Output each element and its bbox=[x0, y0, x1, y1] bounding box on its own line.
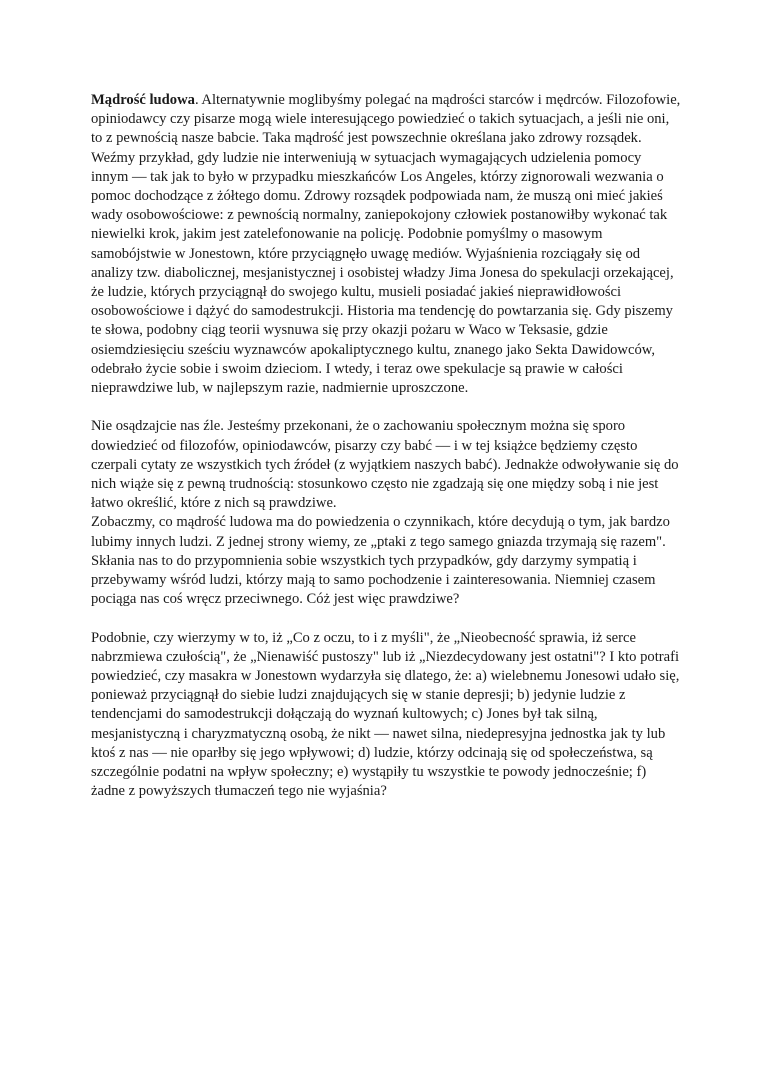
paragraph-gap bbox=[91, 398, 681, 417]
paragraph-2: Nie osądzajcie nas źle. Jesteśmy przekonani, że o zachowaniu społecznym można się sporo dowiedzieć od filozofów, opiniodawców, pisarzy czy babć — i w tej książce będziemy często czerpali cytaty ze wszystkich tych źródeł (z wyjątkiem naszych babć). Jednakże odwoływanie się do nich wiąże się z pewną trudnością: stosunkowo często nie zgadzają się one między sobą i nie jest łatwo określić, które z nich są prawdziwe. bbox=[91, 418, 679, 512]
paragraph-3: Zobaczmy, co mądrość ludowa ma do powiedzenia o czynnikach, które decydują o tym, jak bardzo lubimy innych ludzi. Z jednej strony wiemy, ze „ptaki z tego samego gniazda trzymają się razem". Skłania nas to do przypomnienia sobie wszystkich tych przypadków, gdy darzymy sympatią i przebywamy wśród ludzi, którzy mają to samo pochodzenie i zainteresowania. Niemniej czasem pociąga nas coś wręcz przeciwnego. Cóż jest więc prawdziwe? bbox=[91, 514, 670, 608]
section-heading: Mądrość ludowa bbox=[91, 92, 195, 108]
paragraph-1 bbox=[91, 91, 681, 398]
document-body bbox=[91, 91, 681, 801]
paragraph-gap bbox=[91, 609, 681, 628]
paragraph-4: Podobnie, czy wierzymy w to, iż „Co z oczu, to i z myśli", że „Nieobecność sprawia, iż serce nabrzmiewa czułością", że „Nienawiść pustoszy" lub iż „Niezdecydowany jest ostatni"? I kto potrafi powiedzieć, czy masakra w Jonestown wydarzyła się dlatego, że: a) wielebnemu Jonesowi udało się, ponieważ przyciągnął do siebie ludzi znajdujących się w stanie depresji; b) jedynie ludzie z tendencjami do samodestrukcji dołączają do wyznań kultowych; c) Jones był tak silną, mesjanistyczną i charyzmatyczną osobą, że nikt — nawet silna, niedepresyjna jednostka jak ty lub ktoś z nas — nie oparłby się jego wpływowi; d) ludzie, którzy odcinają się od społeczeństwa, są szczególnie podatni na wpływ społeczny; e) wystąpiły tu wszystkie te powody jednocześnie; f) żadne z powyższych tłumaczeń tego nie wyjaśnia? bbox=[91, 629, 680, 800]
paragraph-1-text: . Alternatywnie moglibyśmy polegać na mądrości starców i mędrców. Filozofowie, opiniodawcy czy pisarze mogą wiele interesującego powiedzieć o takich sytuacjach, a jeśli nie oni, to z pewnością nasze babcie. Taka mądrość jest powszechnie określana jako zdrowy rozsądek. Weźmy przykład, gdy ludzie nie interweniują w sytuacjach wymagających udzielenia pomocy innym — tak jak to było w przypadku mieszkańców Los Angeles, którzy zignorowali wezwania o pomoc dochodzące z żółtego domu. Zdrowy rozsądek podpowiada nam, że muszą oni mieć jakieś wady osobowościowe: z pewnością normalny, zaniepokojony człowiek postanowiłby wykonać tak niewielki krok, jakim jest zatelefonowanie na policję. Podobnie pomyślmy o masowym samobójstwie w Jonestown, które przyciągnęło uwagę mediów. Wyjaśnienia rozciągały się od analizy tzw. diabolicznej, mesjanistycznej i osobistej władzy Jima Jonesa do spekulacji orzekającej, że ludzie, których przyciągnął do swojego kultu, musieli posiadać jakieś nieprawidłowości osobowościowe i dążyć do samodestrukcji. Historia ma tendencję do powtarzania się. Gdy piszemy te słowa, podobny ciąg teorii wysnuwa się przy okazji pożaru w Waco w Teksasie, gdzie osiemdziesięciu sześciu wyznawców apokaliptycznego kultu, znanego jako Sekta Dawidowców, odebrało życie sobie i swoim dzieciom. I wtedy, i teraz owe spekulacje są prawie w całości nieprawdziwe lub, w najlepszym razie, nadmiernie uproszczone. bbox=[91, 92, 681, 397]
